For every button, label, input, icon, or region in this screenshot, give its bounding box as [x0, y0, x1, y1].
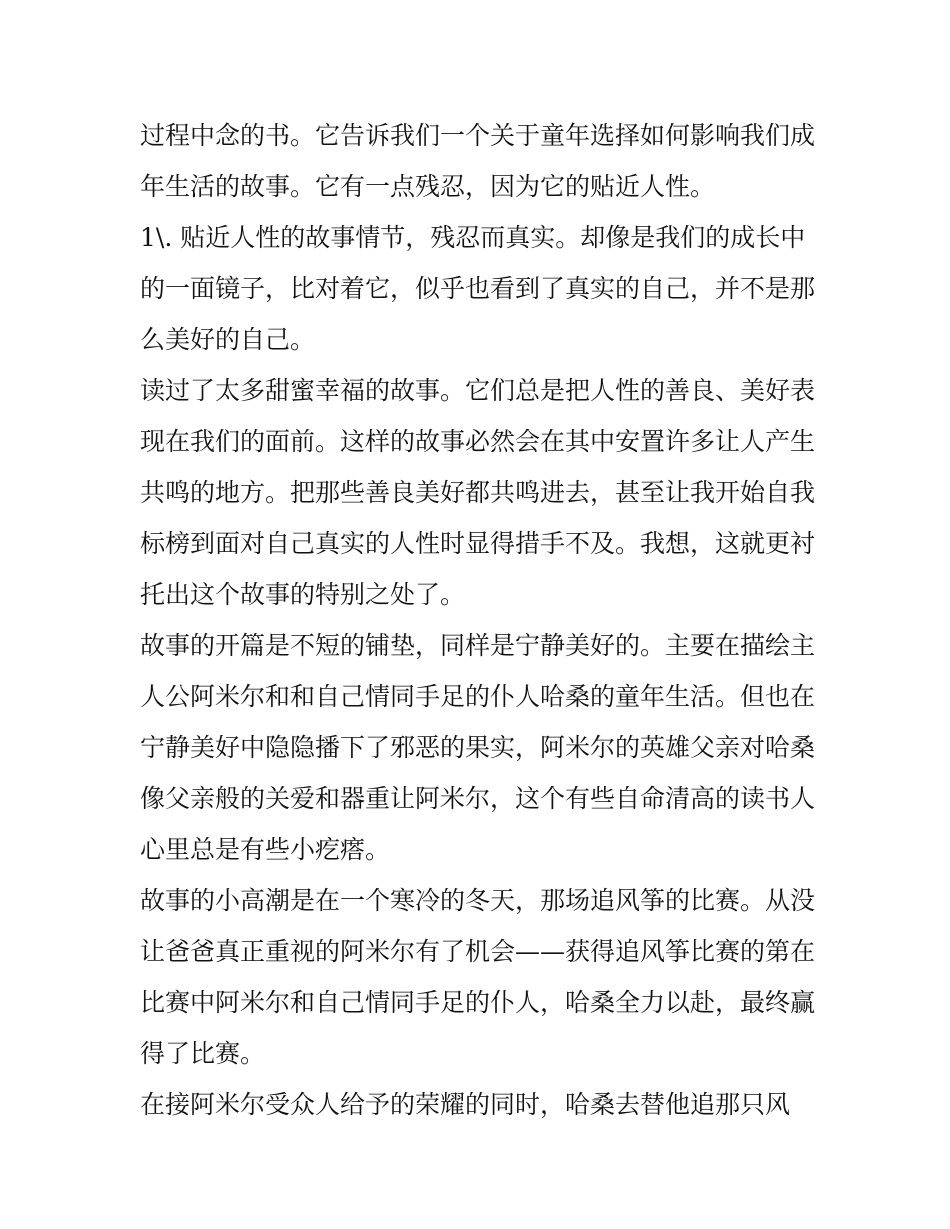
- text-line: 故事的小高潮是在一个寒冷的冬天，那场追风筝的比赛。从没: [140, 886, 816, 915]
- text-line: 的一面镜子，比对着它，似乎也看到了真实的自己，并不是那: [140, 274, 816, 303]
- text-line: 让爸爸真正重视的阿米尔有了机会——获得追风筝比赛的第在: [140, 937, 816, 966]
- text-line: 得了比赛。: [140, 1039, 266, 1068]
- document-body: [140, 110, 830, 1130]
- text-line: 人公阿米尔和和自己情同手足的仆人哈桑的童年生活。但也在: [140, 682, 816, 711]
- text-line: 过程中念的书。它告诉我们一个关于童年选择如何影响我们成: [140, 121, 816, 150]
- text-line: 读过了太多甜蜜幸福的故事。它们总是把人性的善良、美好表: [140, 376, 816, 405]
- text-line: 标榜到面对自己真实的人性时显得措手不及。我想，这就更衬: [140, 529, 816, 558]
- text-line: 在接阿米尔受众人给予的荣耀的同时，哈桑去替他追那只风: [140, 1090, 791, 1119]
- text-line: 1\. 贴近人性的故事情节，残忍而真实。却像是我们的成长中: [140, 223, 806, 252]
- text-line: 像父亲般的关爱和器重让阿米尔，这个有些自命清高的读书人: [140, 784, 816, 813]
- text-line: 么美好的自己。: [140, 325, 316, 354]
- text-line: 现在我们的面前。这样的故事必然会在其中安置许多让人产生: [140, 427, 816, 456]
- text-line: 年生活的故事。它有一点残忍，因为它的贴近人性。: [140, 172, 716, 201]
- text-line: 故事的开篇是不短的铺垫，同样是宁静美好的。主要在描绘主: [140, 631, 816, 660]
- text-line: 宁静美好中隐隐播下了邪恶的果实，阿米尔的英雄父亲对哈桑: [140, 733, 816, 762]
- text-line: 心里总是有些小疙瘩。: [140, 835, 391, 864]
- text-line: 比赛中阿米尔和自己情同手足的仆人，哈桑全力以赴，最终赢: [140, 988, 816, 1017]
- text-line: 托出这个故事的特别之处了。: [140, 580, 466, 609]
- text-line: 共鸣的地方。把那些善良美好都共鸣进去，甚至让我开始自我: [140, 478, 816, 507]
